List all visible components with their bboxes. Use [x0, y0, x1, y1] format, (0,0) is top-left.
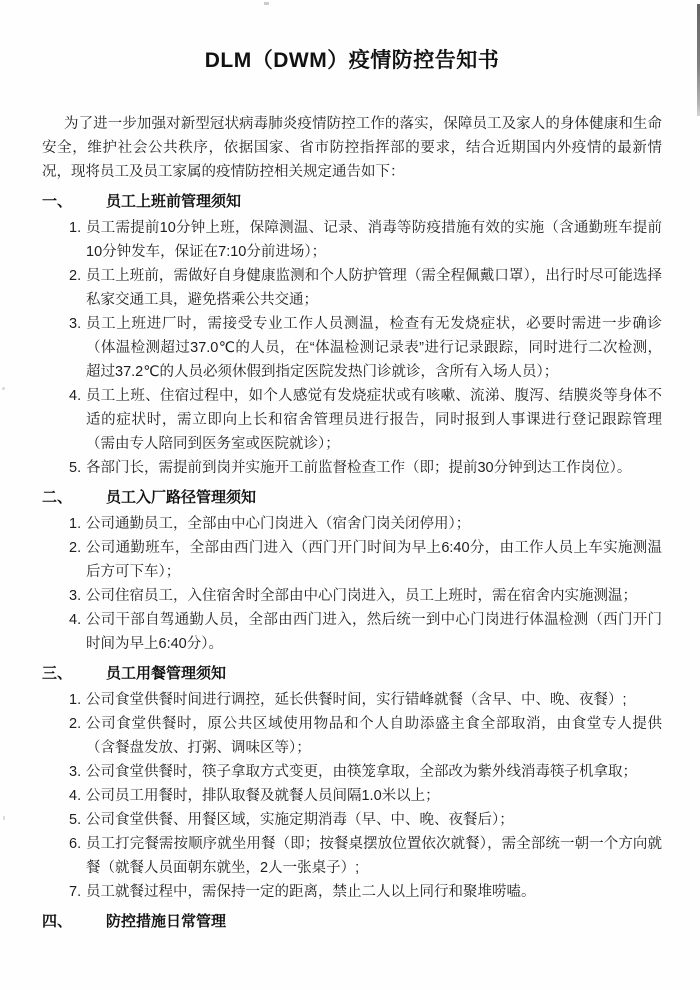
item-text: 公司员工用餐时，排队取餐及就餐人员间隔1.0米以上；	[86, 788, 440, 804]
item-text: 公司干部自驾通勤人员，全部由西门进入，然后统一到中心门岗进行体温检测（西门开门时间为早上6:40分）。	[86, 612, 662, 652]
item-number: 5.	[69, 812, 82, 828]
item-number: 6.	[69, 836, 82, 852]
section-title: 员工入厂路径管理须知	[106, 489, 257, 506]
section-heading	[42, 662, 662, 686]
item-number: 4.	[69, 612, 82, 628]
list-item	[69, 312, 662, 384]
list-item	[69, 808, 662, 832]
item-number: 3.	[69, 588, 82, 604]
item-number: 3.	[69, 316, 82, 332]
notice-section	[42, 190, 662, 480]
list-item	[69, 760, 662, 784]
item-text: 公司食堂供餐时间进行调控，延长供餐时间，实行错峰就餐（含早、中、晚、夜餐）;	[86, 692, 627, 708]
item-number: 2.	[69, 268, 82, 284]
section-number: 三、	[42, 665, 73, 682]
section-number: 四、	[42, 913, 73, 930]
item-text: 员工就餐过程中，需保持一定的距离，禁止二人以上同行和聚堆唠嗑。	[86, 884, 536, 900]
item-text: 各部门长，需提前到岗并实施开工前监督检查工作（即；提前30分钟到达工作岗位）。	[86, 460, 632, 476]
list-item	[69, 584, 662, 608]
notice-section	[42, 910, 662, 934]
scan-artifact-speck	[3, 816, 5, 820]
item-text: 公司食堂供餐、用餐区域，实施定期消毒（早、中、晚、夜餐后）；	[86, 812, 514, 828]
item-number: 4.	[69, 788, 82, 804]
section-number: 一、	[42, 193, 73, 210]
item-text: 公司通勤班车，全部由西门进入（西门开门时间为早上6:40分，由工作人员上车实施测温后方可下车）；	[86, 540, 662, 580]
list-item	[69, 608, 662, 656]
intro-paragraph: 为了进一步加强对新型冠状病毒肺炎疫情防控工作的落实，保障员工及家人的身体健康和生命安全，维护社会公共秩序，依据国家、省市防控指挥部的要求，结合近期国内外疫情的最新情况，现将员工及员工家属的疫情防控相关规定通告如下：	[42, 116, 662, 180]
list-item	[69, 880, 662, 904]
list-item	[69, 712, 662, 760]
section-item-list	[42, 216, 662, 480]
item-number: 2.	[69, 716, 82, 732]
scan-artifact-speck	[264, 2, 269, 5]
item-number: 1.	[69, 220, 82, 236]
section-number: 二、	[42, 489, 73, 506]
item-number: 4.	[69, 388, 82, 404]
item-text: 员工上班前，需做好自身健康监测和个人防护管理（需全程佩戴口罩），出行时尽可能选择私家交通工具，避免搭乘公共交通；	[86, 268, 662, 308]
notice-section	[42, 486, 662, 656]
item-number: 5.	[69, 460, 82, 476]
list-item	[69, 264, 662, 312]
section-item-list	[42, 688, 662, 904]
list-item	[69, 384, 662, 456]
section-heading	[42, 910, 662, 934]
section-heading	[42, 486, 662, 510]
list-item	[69, 536, 662, 584]
item-number: 2.	[69, 540, 82, 556]
scan-artifact-speck	[2, 387, 5, 390]
section-item-list	[42, 512, 662, 656]
section-title: 防控措施日常管理	[106, 913, 227, 930]
list-item	[69, 688, 662, 712]
document-title: DLM（DWM）疫情防控告知书	[204, 49, 500, 72]
item-number: 3.	[69, 764, 82, 780]
sections	[42, 190, 662, 934]
item-text: 公司食堂供餐时，原公共区域使用物品和个人自助添盛主食全部取消，由食堂专人提供（含餐盘发放、打粥、调味区等）；	[86, 716, 662, 756]
list-item	[69, 512, 662, 536]
section-title: 员工用餐管理须知	[106, 665, 227, 682]
item-text: 公司通勤员工，全部由中心门岗进入（宿舍门岗关闭停用）；	[86, 516, 471, 532]
item-number: 7.	[69, 884, 82, 900]
item-number: 1.	[69, 692, 82, 708]
section-heading	[42, 190, 662, 214]
notice-section	[42, 662, 662, 904]
list-item	[69, 784, 662, 808]
item-text: 员工打完餐需按顺序就坐用餐（即；按餐桌摆放位置依次就餐），需全部统一朝一个方向就餐（就餐人员面朝东就坐，2人一张桌子）;	[86, 836, 662, 876]
item-text: 员工需提前10分钟上班，保障测温、记录、消毒等防疫措施有效的实施（含通勤班车提前10分钟发车，保证在7:10分前进场）；	[86, 220, 662, 260]
list-item	[69, 456, 662, 480]
item-number: 1.	[69, 516, 82, 532]
section-title: 员工上班前管理须知	[106, 193, 242, 210]
item-text: 员工上班、住宿过程中，如个人感觉有发烧症状或有咳嗽、流涕、腹泻、结膜炎等身体不适的症状时，需立即向上长和宿舍管理员进行报告，同时报到人事课进行登记跟踪管理（需由专人陪同到医务室或医院就诊）；	[86, 388, 662, 452]
item-text: 公司住宿员工，入住宿舍时全部由中心门岗进入，员工上班时，需在宿舍内实施测温；	[86, 588, 637, 604]
list-item	[69, 832, 662, 880]
item-text: 公司食堂供餐时，筷子拿取方式变更，由筷笼拿取，全部改为紫外线消毒筷子机拿取；	[86, 764, 637, 780]
list-item	[69, 216, 662, 264]
item-text: 员工上班进厂时，需接受专业工作人员测温，检查有无发烧症状，必要时需进一步确诊（体温检测超过37.0℃的人员，在“体温检测记录表”进行记录跟踪，同时进行二次检测，超过37.2℃的人员必须休假到指定医院发热门诊就诊，含所有入场人员）；	[86, 316, 662, 380]
